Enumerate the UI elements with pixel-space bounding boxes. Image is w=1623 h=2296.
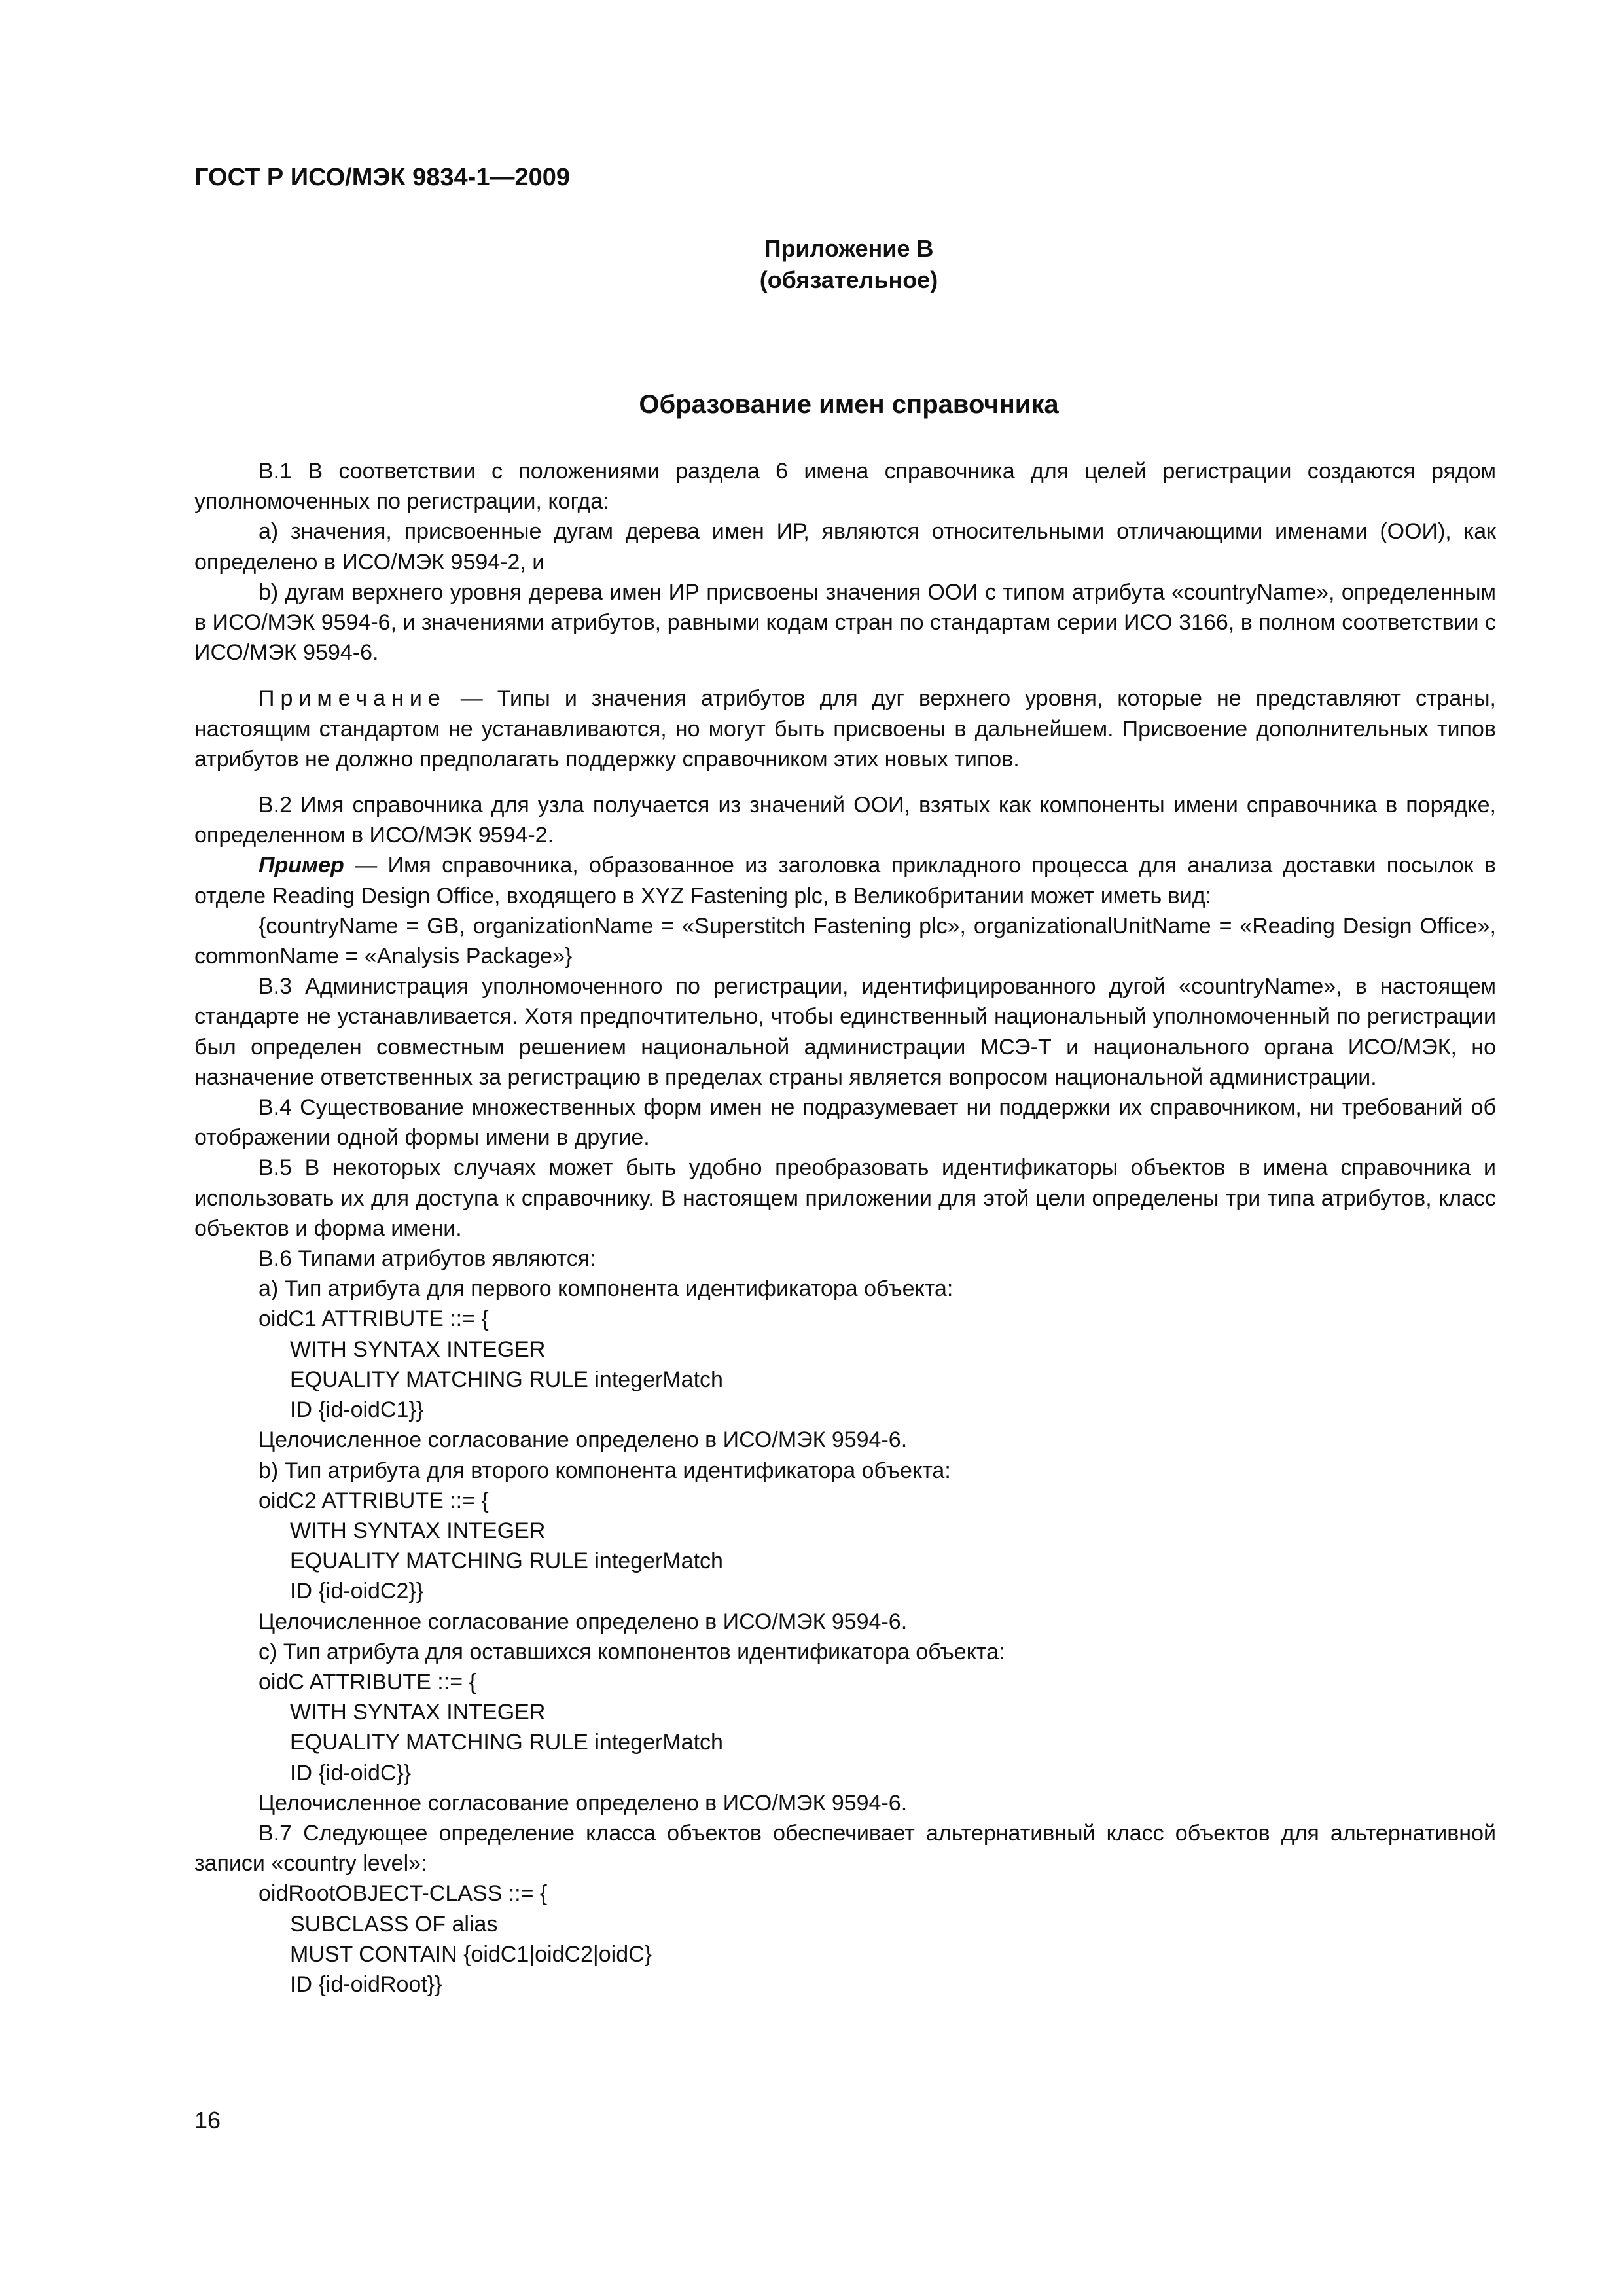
matching-note: Целочисленное согласование определено в ИСО/МЭК 9594-6. [259, 1609, 908, 1634]
code-line: MUST CONTAIN {oidC1|oidC2|oidC} [290, 1941, 652, 1967]
note-paragraph [194, 683, 1496, 774]
code-line: EQUALITY MATCHING RULE integerMatch [290, 1549, 723, 1574]
clause-b4: В.4 Существование множественных форм имен не подразумевает ни поддержки их справочником, ни требований об отображении одной формы имени в другие. [194, 1095, 1496, 1151]
clause-b6-item-a: a) Тип атрибута для первого компонента идентификатора объекта: [259, 1276, 954, 1302]
code-line: ID {id-oidRoot}} [290, 1971, 442, 1997]
clause-b7: В.7 Следующее определение класса объектов обеспечивает альтернативный класс объектов для альтернативной записи «country level»: [194, 1820, 1496, 1876]
code-line: oidC1 ATTRIBUTE ::= { [259, 1306, 489, 1332]
clause-b1-item-a: a) значения, присвоенные дугам дерева имен ИР, являются относительными отличающими именами (ООИ), как определено в ИСО/МЭК 9594-2, и [194, 519, 1496, 575]
annex-label: Приложение В [764, 235, 934, 262]
code-line: oidC2 ATTRIBUTE ::= { [259, 1488, 489, 1513]
code-line: ID {id-oidC}} [290, 1760, 412, 1785]
page-number: 16 [194, 2107, 221, 2134]
code-line: EQUALITY MATCHING RULE integerMatch [290, 1367, 723, 1392]
code-line: oidRootOBJECT-CLASS ::= { [259, 1881, 548, 1907]
clause-b5: В.5 В некоторых случаях может быть удобно преобразовать идентификаторы объектов в имена справочника и использовать их для доступа к справочнику. В настоящем приложении для этой цели определены три типа атрибутов, класс объектов и форма имени. [194, 1155, 1496, 1241]
matching-note: Целочисленное согласование определено в ИСО/МЭК 9594-6. [259, 1427, 908, 1453]
code-line: EQUALITY MATCHING RULE integerMatch [290, 1730, 723, 1755]
code-line: WITH SYNTAX INTEGER [290, 1700, 546, 1725]
note-label: Примечание [259, 686, 446, 711]
clause-b6-item-c: c) Тип атрибута для оставшихся компонентов идентификатора объекта: [259, 1639, 1005, 1664]
clause-b1-item-b: b) дугам верхнего уровня дерева имен ИР присвоены значения ООИ с типом атрибута «countryName», определенным в ИСО/МЭК 9594-6, и значениями атрибутов, равными кодам стран по стандартам серии ИСО 3166, в полном соответствии с ИСО/МЭК 9594-6. [194, 579, 1496, 666]
annex-heading [654, 233, 1043, 296]
clause-b6: В.6 Типами атрибутов являются: [259, 1246, 596, 1272]
note-text: — Типы и значения атрибутов для дуг верхнего уровня, которые не представляют страны, настоящим стандартом не устанавливаются, но могут быть присвоены в дальнейшем. Присвоение дополнительных типов атрибутов не должно предполагать поддержку справочником этих новых типов. [194, 686, 1496, 772]
example-paragraph [194, 850, 1496, 910]
standard-designation: ГОСТ Р ИСО/МЭК 9834-1—2009 [194, 164, 570, 191]
code-line: oidC ATTRIBUTE ::= { [259, 1669, 476, 1695]
example-text: — Имя справочника, образованное из заголовка прикладного процесса для анализа доставки посылок в отделе Reading Design Office, входящего в XYZ Fastening plc, в Великобритании может иметь вид: [194, 853, 1496, 908]
example-name: {countryName = GB, organizationName = «Superstitch Fastening plc», organizationalUnitName = «Reading Design Office», commonName = «Analysis Package»} [194, 913, 1496, 969]
annex-body [194, 456, 1496, 2000]
clause-b3: В.3 Администрация уполномоченного по регистрации, идентифицированного дугой «countryName», в настоящем стандарте не устанавливается. Хотя предпочтительно, чтобы единственный национальный уполномоченный по регистрации был определен совместным решением национальной администрации МСЭ-Т и национального органа ИСО/МЭК, но назначение ответственных за регистрацию в пределах страны является вопросом национальной администрации. [194, 974, 1496, 1090]
annex-status: (обязательное) [759, 266, 938, 293]
code-line: WITH SYNTAX INTEGER [290, 1518, 546, 1543]
code-line: ID {id-oidC2}} [290, 1579, 424, 1604]
clause-b2: В.2 Имя справочника для узла получается из значений ООИ, взятых как компоненты имени справочника в порядке, определенном в ИСО/МЭК 9594-2. [194, 793, 1496, 848]
example-label: Пример [259, 853, 344, 878]
matching-note: Целочисленное согласование определено в ИСО/МЭК 9594-6. [259, 1790, 908, 1816]
code-line: SUBCLASS OF alias [290, 1911, 498, 1937]
clause-b1: В.1 В соответствии с положениями раздела 6 имена справочника для целей регистрации создаются рядом уполномоченных по регистрации, когда: [194, 459, 1496, 514]
annex-title: Образование имен справочника [639, 390, 1059, 419]
code-line: WITH SYNTAX INTEGER [290, 1336, 546, 1362]
clause-b6-item-b: b) Тип атрибута для второго компонента идентификатора объекта: [259, 1458, 951, 1483]
code-line: ID {id-oidC1}} [290, 1397, 424, 1423]
